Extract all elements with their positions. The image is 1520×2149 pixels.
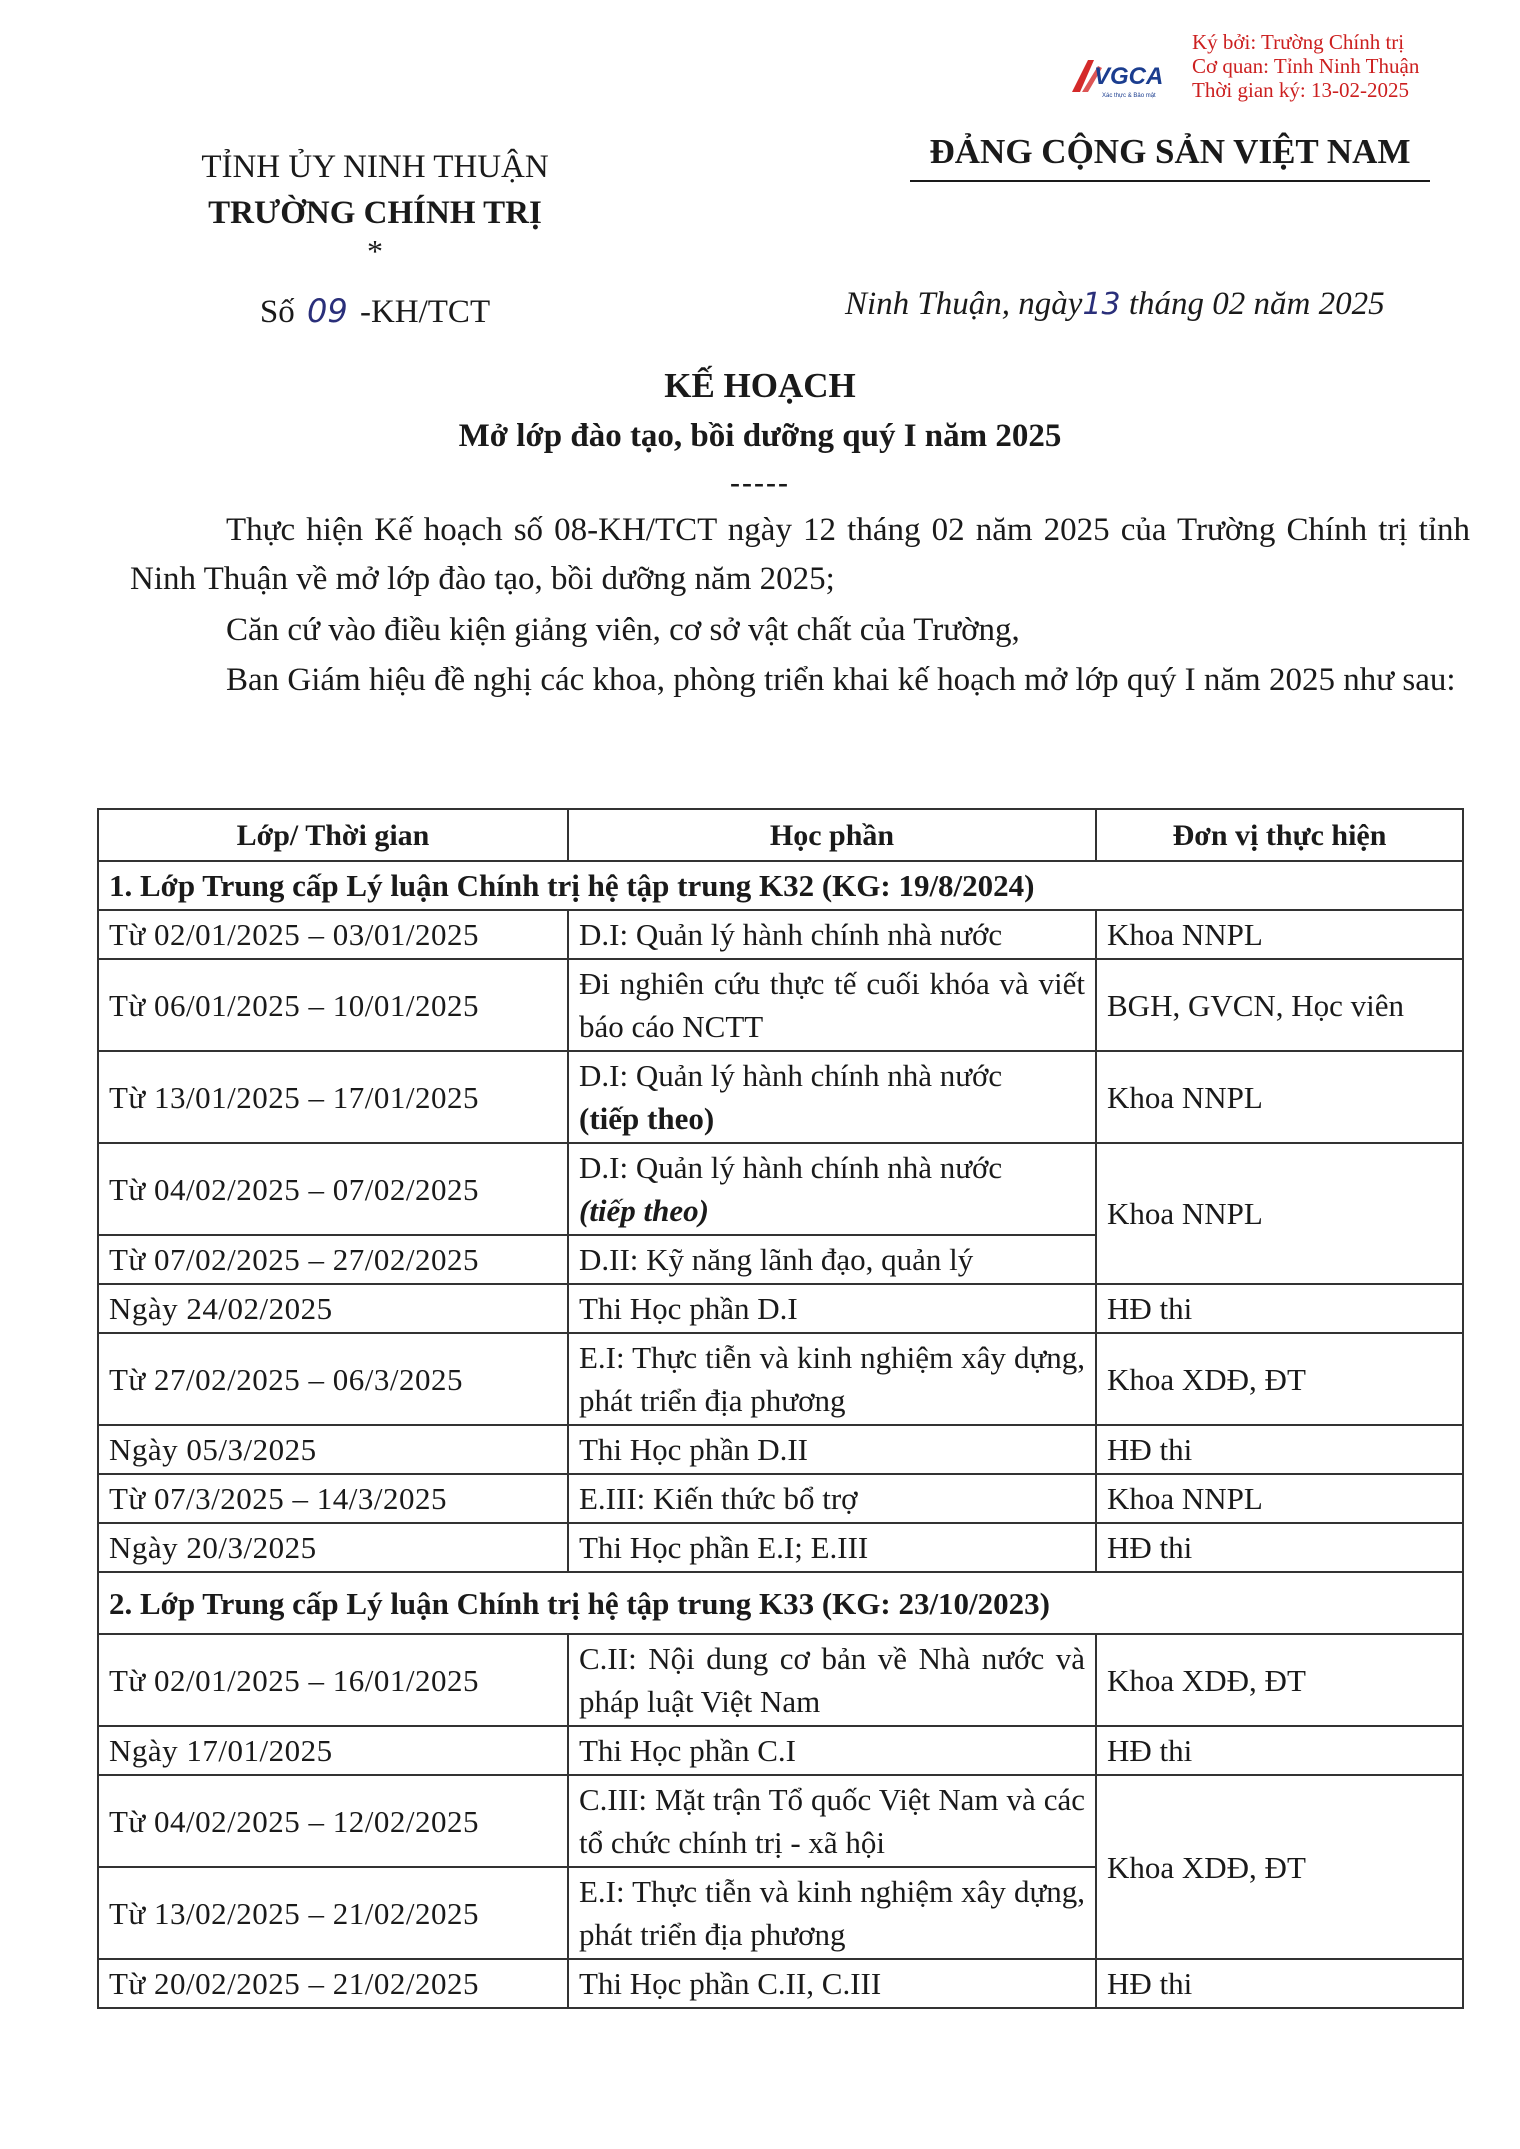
issue-date xyxy=(845,286,1385,323)
org-name: TRƯỜNG CHÍNH TRỊ xyxy=(208,195,542,231)
date-prefix: Ninh Thuận, ngày xyxy=(845,286,1083,322)
row-unit: BGH, GVCN, Học viên xyxy=(1096,959,1463,1051)
table-row xyxy=(98,1523,1463,1572)
table-row xyxy=(98,910,1463,959)
training-plan-table xyxy=(97,808,1464,2009)
table-row xyxy=(98,1425,1463,1474)
vgca-logo-icon xyxy=(1068,52,1176,102)
party-name-underline xyxy=(910,180,1430,182)
row-unit: Khoa XDĐ, ĐT xyxy=(1096,1634,1463,1726)
paragraph-request: Ban Giám hiệu đề nghị các khoa, phòng triển khai kế hoạch mở lớp quý I năm 2025 như sau: xyxy=(226,662,1456,698)
module-note: (tiếp theo) xyxy=(579,1101,715,1136)
row-time: Từ 13/02/2025 – 21/02/2025 xyxy=(98,1867,568,1959)
row-time: Từ 13/01/2025 – 17/01/2025 xyxy=(98,1051,568,1143)
doc-number-handwritten: 09 xyxy=(306,292,348,330)
table-row xyxy=(98,959,1463,1051)
table-row xyxy=(98,1143,1463,1235)
row-time: Từ 20/02/2025 – 21/02/2025 xyxy=(98,1959,568,2008)
row-time: Ngày 05/3/2025 xyxy=(98,1425,568,1474)
row-unit: HĐ thi xyxy=(1096,1523,1463,1572)
row-module: C.III: Mặt trận Tổ quốc Việt Nam và các tổ chức chính trị - xã hội xyxy=(568,1775,1096,1867)
row-unit: HĐ thi xyxy=(1096,1425,1463,1474)
row-module: Thi Học phần C.I xyxy=(568,1726,1096,1775)
row-module: C.II: Nội dung cơ bản về Nhà nước và pháp luật Việt Nam xyxy=(568,1634,1096,1726)
signing-time: Thời gian ký: 13-02-2025 xyxy=(1192,78,1409,102)
row-module: E.I: Thực tiễn và kinh nghiệm xây dựng, phát triển địa phương xyxy=(568,1333,1096,1425)
logo-caption: Xác thực & Bảo mật xyxy=(1102,93,1156,99)
party-name: ĐẢNG CỘNG SẢN VIỆT NAM xyxy=(929,132,1411,171)
table-row xyxy=(98,1333,1463,1425)
title-separator: ----- xyxy=(730,466,790,499)
row-module: Đi nghiên cứu thực tế cuối khóa và viết báo cáo NCTT xyxy=(568,959,1096,1051)
table-header-row xyxy=(98,809,1463,861)
row-module: E.III: Kiến thức bổ trợ xyxy=(568,1474,1096,1523)
row-module: Thi Học phần D.II xyxy=(568,1425,1096,1474)
row-module: D.II: Kỹ năng lãnh đạo, quản lý xyxy=(568,1235,1096,1284)
signed-by: Ký bởi: Trường Chính trị xyxy=(1192,30,1405,54)
digital-signature-info xyxy=(1192,30,1419,102)
row-unit: HĐ thi xyxy=(1096,1284,1463,1333)
header-class-time: Lớp/ Thời gian xyxy=(98,809,568,861)
section-row-k32 xyxy=(98,861,1463,910)
section-title-k33: 2. Lớp Trung cấp Lý luận Chính trị hệ tập trung K33 (KG: 23/10/2023) xyxy=(98,1572,1463,1634)
date-suffix: tháng 02 năm 2025 xyxy=(1128,286,1385,322)
row-time: Từ 07/3/2025 – 14/3/2025 xyxy=(98,1474,568,1523)
row-unit: HĐ thi xyxy=(1096,1959,1463,2008)
module-note: (tiếp theo) xyxy=(579,1193,709,1228)
row-unit: Khoa XDĐ, ĐT xyxy=(1096,1333,1463,1425)
row-unit: Khoa XDĐ, ĐT xyxy=(1096,1775,1463,1959)
row-time: Từ 04/02/2025 – 12/02/2025 xyxy=(98,1775,568,1867)
header-module: Học phần xyxy=(568,809,1096,861)
table-row xyxy=(98,1051,1463,1143)
org-parent: TỈNH ỦY NINH THUẬN xyxy=(201,149,549,185)
logo-text: VGCA xyxy=(1094,63,1164,90)
row-unit: Khoa NNPL xyxy=(1096,1051,1463,1143)
document-subtitle: Mở lớp đào tạo, bồi dưỡng quý I năm 2025 xyxy=(458,418,1062,454)
document-title: KẾ HOẠCH xyxy=(664,366,856,405)
table-row xyxy=(98,1959,1463,2008)
row-time: Từ 02/01/2025 – 03/01/2025 xyxy=(98,910,568,959)
date-day-handwritten: 13 xyxy=(1082,287,1121,322)
row-time: Từ 27/02/2025 – 06/3/2025 xyxy=(98,1333,568,1425)
row-time: Từ 02/01/2025 – 16/01/2025 xyxy=(98,1634,568,1726)
row-module: D.I: Quản lý hành chính nhà nước xyxy=(568,910,1096,959)
row-unit: Khoa NNPL xyxy=(1096,1143,1463,1284)
signing-agency: Cơ quan: Tỉnh Ninh Thuận xyxy=(1192,54,1420,78)
party-heading xyxy=(880,132,1460,182)
row-module: E.I: Thực tiễn và kinh nghiệm xây dựng, phát triển địa phương xyxy=(568,1867,1096,1959)
doc-number-prefix: Số xyxy=(259,294,295,330)
row-time: Từ 07/02/2025 – 27/02/2025 xyxy=(98,1235,568,1284)
row-unit: HĐ thi xyxy=(1096,1726,1463,1775)
document-number xyxy=(120,292,630,331)
row-unit: Khoa NNPL xyxy=(1096,1474,1463,1523)
table-row xyxy=(98,1726,1463,1775)
row-time: Từ 06/01/2025 – 10/01/2025 xyxy=(98,959,568,1051)
row-time: Ngày 24/02/2025 xyxy=(98,1284,568,1333)
table-row xyxy=(98,1474,1463,1523)
row-module: Thi Học phần C.II, C.III xyxy=(568,1959,1096,2008)
row-time: Ngày 17/01/2025 xyxy=(98,1726,568,1775)
section-row-k33 xyxy=(98,1572,1463,1634)
star-mark: * xyxy=(367,233,383,269)
table-row xyxy=(98,1634,1463,1726)
row-unit: Khoa NNPL xyxy=(1096,910,1463,959)
table-row xyxy=(98,1284,1463,1333)
row-time: Ngày 20/3/2025 xyxy=(98,1523,568,1572)
row-module: D.I: Quản lý hành chính nhà nước (tiếp theo) xyxy=(568,1051,1096,1143)
doc-number-suffix: -KH/TCT xyxy=(359,294,491,330)
row-time: Từ 04/02/2025 – 07/02/2025 xyxy=(98,1143,568,1235)
row-module: D.I: Quản lý hành chính nhà nước (tiếp theo) xyxy=(568,1143,1096,1235)
row-module: Thi Học phần E.I; E.III xyxy=(568,1523,1096,1572)
paragraph-basis: Thực hiện Kế hoạch số 08-KH/TCT ngày 12 tháng 02 năm 2025 của Trường Chính trị tỉnh Ninh Thuận về mở lớp đào tạo, bồi dưỡng năm 2025; xyxy=(130,512,1470,597)
table-row xyxy=(98,1775,1463,1867)
issuing-organization xyxy=(120,144,630,269)
header-unit: Đơn vị thực hiện xyxy=(1096,809,1463,861)
section-title-k32: 1. Lớp Trung cấp Lý luận Chính trị hệ tập trung K32 (KG: 19/8/2024) xyxy=(98,861,1463,910)
row-module: Thi Học phần D.I xyxy=(568,1284,1096,1333)
paragraph-grounds: Căn cứ vào điều kiện giảng viên, cơ sở vật chất của Trường, xyxy=(226,612,1020,648)
